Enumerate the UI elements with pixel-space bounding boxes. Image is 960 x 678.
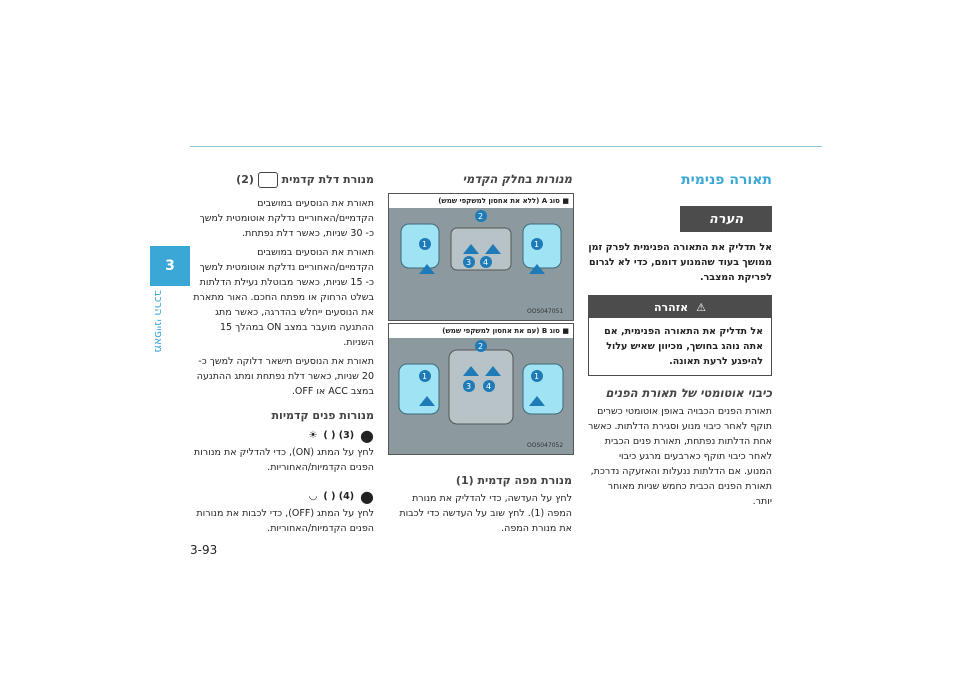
figure-a-caption: ■ סוג A (ללא את אחסון למשקפי שמש) (389, 194, 573, 208)
warning-header (589, 296, 771, 318)
item-off-label: (4) ( ) (323, 491, 355, 502)
note-text: אל תדליק את התאורה הפנימית לפרק זמן ממושך בעוד שהמנוע דומם, כדי לא לגרום לפריקת המצבר. (588, 242, 772, 283)
item-on-text: לחץ על המתג (ON), כדי להדליק את מנורות הפנים הקדמיות/האחוריות. (193, 447, 374, 473)
light-on-icon: ☀ (308, 430, 318, 441)
map-lamp-section (388, 470, 572, 536)
svg-text:4: 4 (486, 382, 492, 391)
svg-text:1: 1 (422, 372, 428, 381)
svg-text:2: 2 (478, 212, 484, 221)
figure-b-code: OOS047052 (527, 442, 564, 449)
right-column (588, 172, 772, 509)
door-lamp-para-3: תאורת את הנוסעים תישאר דלוקה למשך כ- 20 שניות, כאשר דלת נפתחת ומתג ההתנעה במצב ACC או OFF. (196, 356, 374, 397)
svg-text:2: 2 (478, 342, 484, 351)
bullet-dot: ● (360, 426, 374, 445)
chapter-tab: 3 (150, 246, 190, 286)
warning-icon: ⚠ (696, 300, 707, 314)
item-on (190, 426, 374, 445)
console-b-illustration (389, 324, 573, 454)
console-a-illustration (389, 194, 573, 320)
svg-text:1: 1 (534, 372, 540, 381)
door-lamp-title-text: מנורת דלת קדמית (281, 173, 374, 186)
interior-front-title: מנורות פנים קדמיות (271, 409, 374, 422)
map-lamp-text: לחץ על העדשה, כדי להדליק את מנורת המפה (1). לחץ שוב על העדשה כדי לכבות את מנורת המפה. (399, 493, 572, 534)
interior-light-title: תאורה פנימית (681, 172, 772, 188)
note-label: הערה (680, 206, 772, 232)
figure-type-a (388, 193, 574, 321)
side-label: מאפייני הרכב (152, 290, 165, 353)
svg-text:1: 1 (534, 240, 540, 249)
door-lamp-para-2: תאורת את הנוסעים במושבים הקדמיים/האחוריים נדלקת אוטומטית למשך כ- 15 שניות, כאשר מבוטלת נעילת הדלתות בשלט הרחוק או מפתח החכם. האור מתארת את הנוסעים ייחלש בהדרגה, כאשר מתג ההתנעה מועבר במצב ON במהלך 15 השניות. (193, 247, 374, 348)
warning-box (588, 295, 772, 376)
figure-type-b (388, 323, 574, 455)
auto-off-text: תאורת הפנים הכבויה באופן אוטומטי כשרים תוקף לאחר כיבוי מנוע וסגירת הדלתות. כאשר אחת הדלתות נפתחת, תאורת פנים הכבית לאחר כיבוי תוקף כארבעים מרגע כיבוי המנוע. אם הדלתות ננעלות והאזעקה נדרכת, תאורת הפנים הכבית כחמש שניות מאוחר יותר. (588, 406, 772, 507)
svg-text:3: 3 (466, 258, 472, 267)
svg-text:4: 4 (483, 258, 489, 267)
door-lamp-number: (2) (236, 173, 254, 186)
warning-text: אל תדליק את התאורה הפנימית, אם אתה נוהג בחושך, מכיוון שאיש עלול להיפגע לרעת תאונה. (604, 326, 763, 367)
door-lamp-icon (258, 172, 278, 188)
item-off (190, 487, 374, 506)
item-on-label: (3) ( ) (323, 430, 355, 441)
middle-column (388, 172, 572, 190)
warning-label: אזהרה (653, 300, 689, 314)
front-lights-title: מנורות בחלק הקדמי (462, 172, 572, 186)
map-lamp-title: מנורת מפה קדמית (1) (455, 474, 572, 487)
svg-text:1: 1 (422, 240, 428, 249)
auto-off-title: כיבוי אוטומטי של תאורת הפנים (605, 386, 772, 400)
page-number: 3-93 (190, 543, 218, 557)
item-off-text: לחץ על המתג (OFF), כדי לכבות את מנורות הפנים הקדמיות/האחוריות. (196, 508, 374, 534)
door-lamp-title (190, 172, 374, 188)
bullet-dot: ● (360, 487, 374, 506)
door-lamp-para-1: תאורת את הנוסעים במושבים הקדמיים/האחוריים נדלקת אוטומטית למשך כ- 30 שניות, כאשר דלת נפתחת. (199, 198, 374, 239)
light-off-icon: ◡ (308, 491, 318, 502)
left-column (190, 172, 374, 536)
figure-b-caption: ■ סוג B (עם את אחסון למשקפי שמש) (389, 324, 573, 338)
figure-a-code: OOS047051 (527, 308, 564, 315)
top-rule (190, 146, 822, 147)
svg-text:3: 3 (466, 382, 472, 391)
